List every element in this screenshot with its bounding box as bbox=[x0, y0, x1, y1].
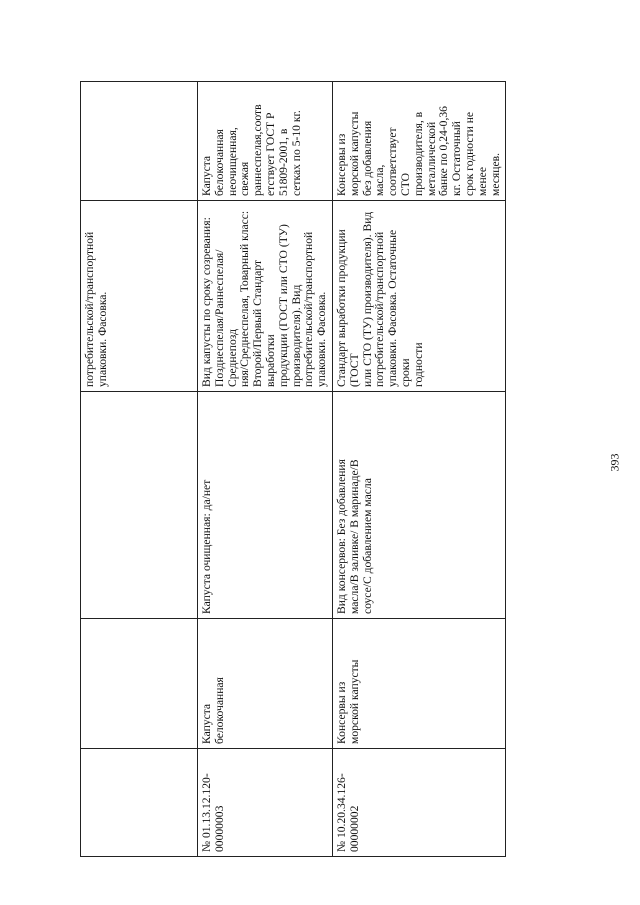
table-cell: Консервы из морской капусты без добавления масла, соответствует СТО производителя, в металлической банке по 0,24-0,36 кг. Остаточный срок годности не менее месяцев. bbox=[332, 82, 505, 201]
table-row bbox=[198, 82, 333, 857]
table-cell: Капуста очищенная: да/нет bbox=[198, 392, 333, 619]
table-cell bbox=[81, 82, 198, 201]
table-row bbox=[332, 82, 505, 857]
table-cell bbox=[81, 749, 198, 857]
table-cell bbox=[81, 619, 198, 749]
table-cell: Консервы из морской капусты bbox=[332, 619, 505, 749]
table-cell: потребительской/транспортной упаковки. Фасовка. bbox=[81, 201, 198, 392]
page-number: 393 bbox=[607, 453, 622, 472]
table-cell: Стандарт выработки продукции (ГОСТ или СТО (ТУ) производителя). Вид потребительской/транспортной упаковки. Фасовка. Остаточные сроки годности bbox=[332, 201, 505, 392]
table-cell bbox=[81, 392, 198, 619]
table-row bbox=[81, 82, 198, 857]
procurement-table bbox=[80, 81, 506, 857]
table-cell: Вид капусты по сроку созревания: Позднеспелая/Раннеспелая/Среднепозд няя/Среднеспелая, Товарный класс: Второй/Первый Стандарт выработки продукции (ГОСТ или СТО (ТУ) производителя). Вид потребительской/транспортной упаковки. Фасовка. bbox=[198, 201, 333, 392]
rotated-table-container bbox=[80, 82, 502, 857]
table-cell: № 10.20.34.126- 00000002 bbox=[332, 749, 505, 857]
table-cell: Капуста белокочанная неочищенная, свежая раннеспелая,соотв етствует ГОСТ Р 51809-2001, в сетках по 5-10 кг. bbox=[198, 82, 333, 201]
table-cell: Вид консервов: Без добавления масла/В заливке/ В маринаде/В соусе/С добавлением масла bbox=[332, 392, 505, 619]
table-cell: Капуста белокочанная bbox=[198, 619, 333, 749]
table-cell: № 01.13.12.120- 00000003 bbox=[198, 749, 333, 857]
